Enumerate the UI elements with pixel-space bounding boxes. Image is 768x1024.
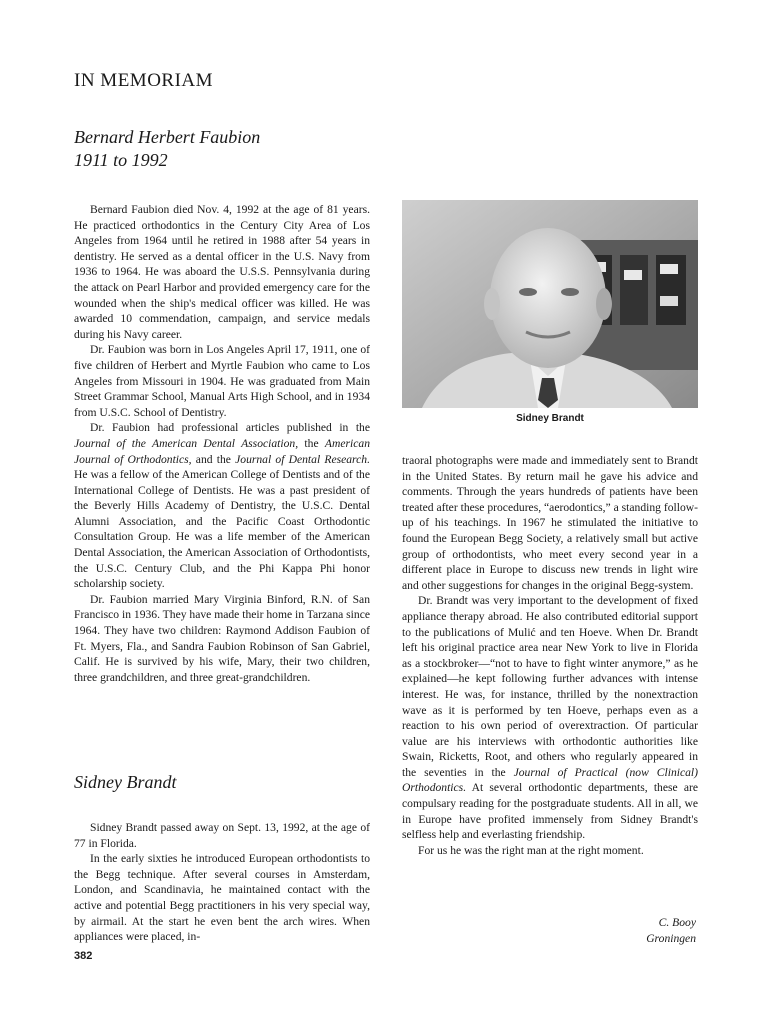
brandt-paragraph-3: Dr. Brandt was very important to the development of fixed appliance therapy abroad. He also contributed editorial support to the publications of Mulić and ten Hoeve. When Dr. Brandt left his original practice area near New York to live in Florida as a stockbroker—“not to have to fight winter anymore,” as he explained—he kept following further advances with intense interest. He was, for instance, thrilled by the nonextraction wave as it is performed by ten Hoeve, perhaps even as a reaction to his own period of overextraction. Of particular value are his interviews with orthodontic authorities like Swain, Ricketts, Root, and others who regularly appeared in the seventies in the Journal of Practical (now Clinical) Orthodontics. At several orthodontic departments, these are compulsary reading for the postgraduate students. All in all, we in Europe have profited immensely from Sidney Brandt's selfless help and everlasting friendship. [402,594,698,842]
brandt-paragraph-1: Sidney Brandt passed away on Sept. 13, 1992, at the age of 77 in Florida. [74,821,370,850]
signature-place: Groningen [646,932,696,945]
brandt-column-right [402,453,698,858]
faubion-paragraph-1: Bernard Faubion died Nov. 4, 1992 at the age of 81 years. He practiced orthodontics in the Century City Area of Los Angeles from 1964 until he retired in 1988 after 54 years in dentistry. He served as a dental officer in the U.S. Navy from 1936 to 1964. He was aboard the U.S.S. Pennsylvania during the attack on Pearl Harbor and provided emergency care for the wounded when the ship's medical officer was killed. He was awarded 10 commendation, campaign, and service medals during his Navy career. [74,203,370,341]
faubion-column [74,202,370,685]
section-heading: IN MEMORIAM [74,70,214,91]
brandt-paragraph-2-end: traoral photographs were made and immediately sent to Brandt in the United States. By return mail he gave his advice and comments. Through the years hundreds of patients have been treated after these procedures, “aerodontics,” a standing follow-up of his teachings. In 1967 he stimulated the initiative to found the European Begg Society, a relatively small but active group of orthodontists, who meet every second year in a different place in Europe to discuss new trends in light wire and other suggestions for changes in the original Begg-system. [402,454,698,592]
brandt-paragraph-4: For us he was the right man at the right moment. [418,843,644,857]
faubion-years: 1911 to 1992 [74,150,168,170]
faubion-name: Bernard Herbert Faubion [74,127,261,147]
signature-name: C. Booy [658,916,696,929]
brandt-photo [402,200,698,408]
photo-caption: Sidney Brandt [516,413,584,424]
page-number: 382 [74,950,93,962]
faubion-paragraph-4: Dr. Faubion married Mary Virginia Binford, R.N. of San Francisco in 1936. They have made their home in Tarzana since 1964. They have two children: Raymond Addison Faubion of Ft. Myers, Fla., and Sandra Faubion Robinson of San Gabriel, Calif. He is survived by his wife, Mary, their two children, three grandchildren, and three great-grandchildren. [74,592,370,684]
faubion-paragraph-2: Dr. Faubion was born in Los Angeles April 17, 1911, one of five children of Herbert and Myrtle Faubion who came to Los Angeles from Missouri in 1904. He was graduated from Main Street Grammar School, Manual Arts High School, and in 1934 from U.S.C. School of Dentistry. [74,343,370,419]
faubion-paragraph-3: Dr. Faubion had professional articles published in the Journal of the American Dental Association, the American Journal of Orthodontics, and the Journal of Dental Research. He was a fellow of the American College of Dentists and of the International College of Dentists. He was a past president of the Beverly Hills Academy of Dentistry, the U.S.C. Dental Alumni Association, and the Pacific Coast Orthodontic Consultation Group. He was a life member of the American Dental Association, the American Association of Orthodontists, the U.S.C. Century Club, and the Phi Kappa Phi honor scholarship society. [74,421,370,591]
brandt-name: Sidney Brandt [74,772,177,792]
brandt-column-left [74,820,370,945]
portrait-photo-icon [402,200,698,408]
brandt-paragraph-2-start: In the early sixties he introduced European orthodontists to the Begg technique. After several courses in Amsterdam, London, and Scandinavia, he maintained contact with the active and potential Begg practitioners in his very special way, by airmail. At the start he even bent the arch wires. When appliances were placed, in- [74,852,370,944]
